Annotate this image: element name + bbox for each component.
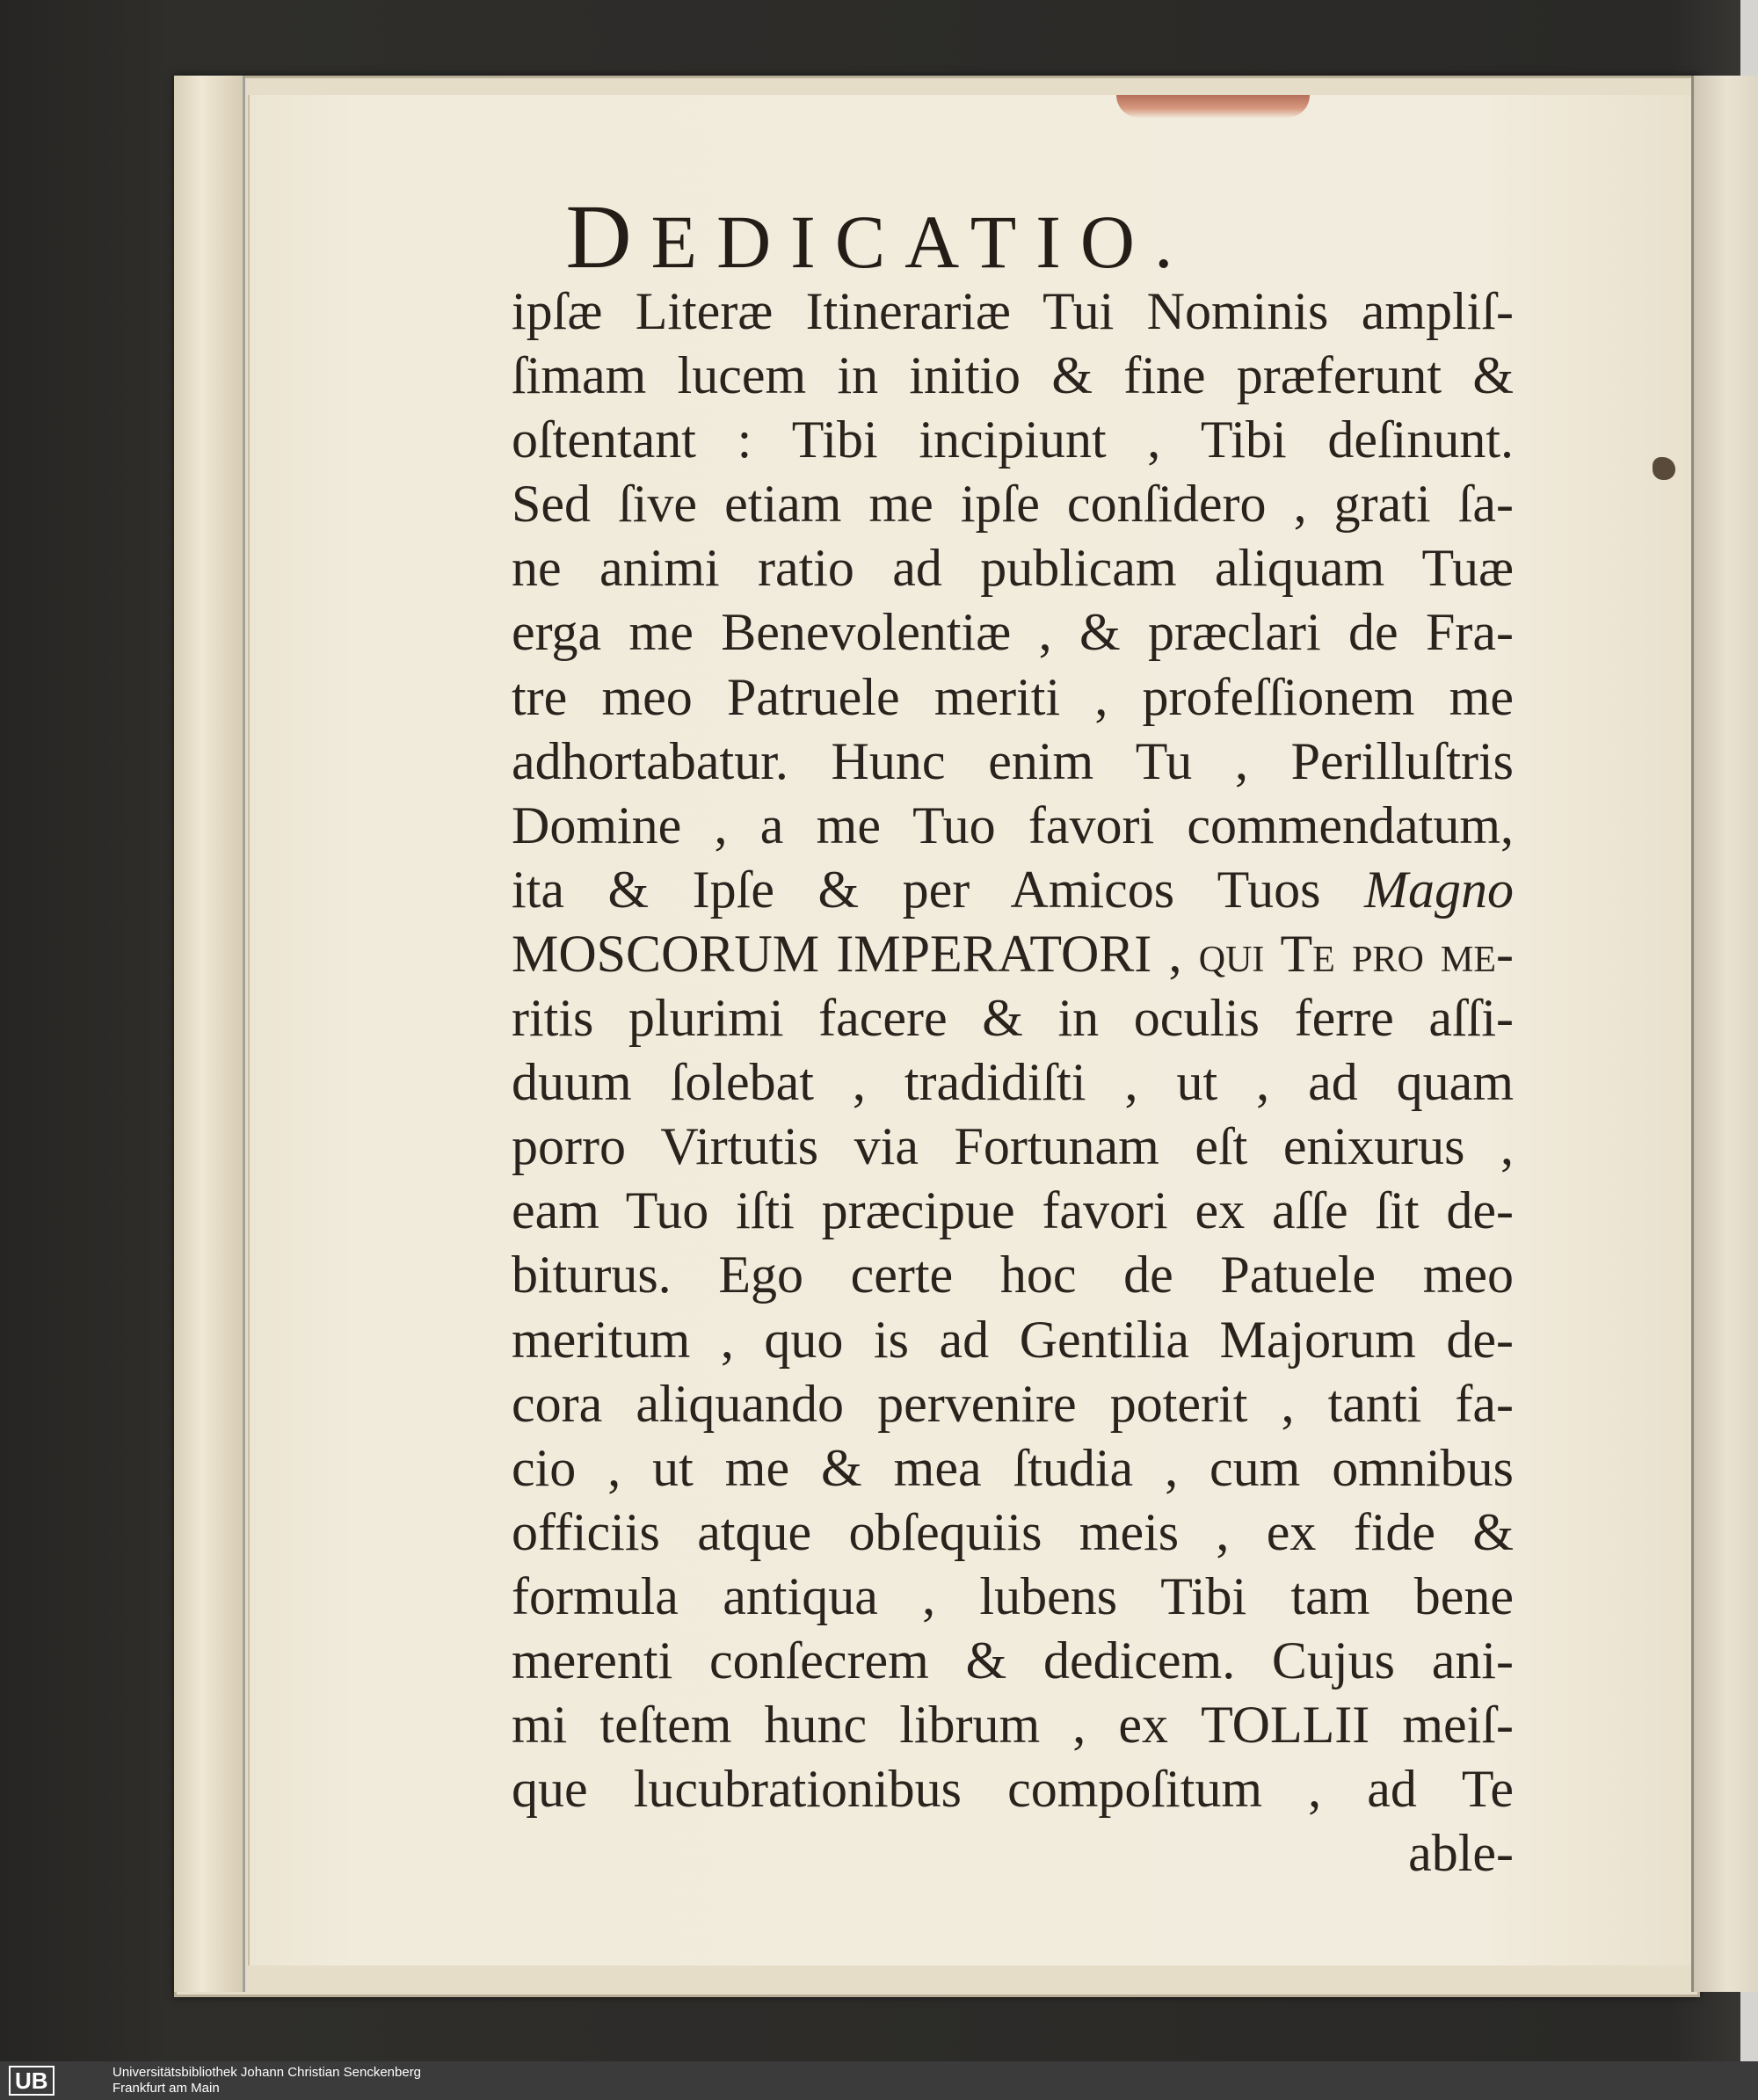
text-line: MOSCORUM IMPERATORI , qui Te pro me-: [512, 924, 1514, 983]
text-line: meritum , quo is ad Gentilia Majorum de-: [512, 1310, 1514, 1369]
text-line-with-smallcaps: [512, 1693, 1514, 1757]
page-heading: [0, 185, 1758, 289]
text-line: cio , ut me & mea ſtudia , cum omnibus: [512, 1438, 1514, 1497]
text-line: duum ſolebat , tradidiſti , ut , ad quam: [512, 1053, 1514, 1112]
red-ribbon-marker: [1116, 95, 1310, 118]
text-line: tre meo Patruele meriti , profeſſionem me: [512, 667, 1514, 726]
text-line: porro Virtutis via Fortunam eſt enixurus ,: [512, 1117, 1514, 1176]
text-line: ritis plurimi facere & in oculis ferre aſſi-: [512, 989, 1514, 1048]
text-line: formula antiqua , lubens Tibi tam bene: [512, 1566, 1514, 1625]
text-segment: mi teſtem hunc librum , ex: [512, 1696, 1169, 1755]
text-line: ne animi ratio ad publicam aliquam Tuæ: [512, 539, 1514, 598]
book-spine-edge: [174, 76, 245, 1992]
text-line: Domine , a me Tuo favori commendatum,: [512, 796, 1514, 854]
text-segment: ita & Ipſe & per Amicos Tuos: [512, 860, 1321, 919]
footer-line-2: Frankfurt am Main: [113, 2081, 220, 2096]
smallcaps-word: TOLLII: [1201, 1696, 1370, 1755]
page-stain: [1653, 457, 1675, 480]
text-line-with-italic: [512, 858, 1514, 922]
text-line: que lucubrationibus compoſitum , ad Te: [512, 1760, 1514, 1819]
text-line: Sed ſive etiam me ipſe conſidero , grati ſa-: [512, 475, 1514, 534]
text-line: cora aliquando pervenire poterit , tanti fa-: [512, 1374, 1514, 1433]
heading-rest: EDICATIO.: [650, 200, 1193, 284]
italic-word: Magno: [1364, 860, 1514, 919]
text-line: erga me Benevolentiæ , & præclari de Fra-: [512, 603, 1514, 662]
text-line: merenti conſecrem & dedicem. Cujus ani-: [512, 1631, 1514, 1689]
text-line: biturus. Ego certe hoc de Patuele meo: [512, 1246, 1514, 1304]
body-text: [512, 280, 1514, 1886]
footer-line-1: Universitätsbibliothek Johann Christian Senckenberg: [113, 2065, 422, 2080]
catchword: able-: [1408, 1824, 1514, 1883]
ub-logo-icon: UB: [9, 2066, 54, 2096]
heading-initial: D: [565, 186, 651, 287]
text-line: ipſæ Literæ Itinerariæ Tui Nominis ampliſ-: [512, 282, 1514, 340]
facing-page-edge: [1691, 76, 1758, 1992]
text-line: officiis atque obſequiis meis , ex fide &: [512, 1502, 1514, 1561]
library-logo: [9, 2066, 105, 2096]
text-line: oſtentant : Tibi incipiunt , Tibi deſinunt.: [512, 411, 1514, 469]
footer-credit: [113, 2065, 421, 2096]
text-line: adhortabatur. Hunc enim Tu , Perilluſtris: [512, 731, 1514, 790]
text-line: ſimam lucem in initio & fine præferunt &: [512, 346, 1514, 405]
text-line: eam Tuo iſti præcipue favori ex aſſe ſit de-: [512, 1181, 1514, 1240]
text-segment: meiſ-: [1369, 1696, 1514, 1755]
